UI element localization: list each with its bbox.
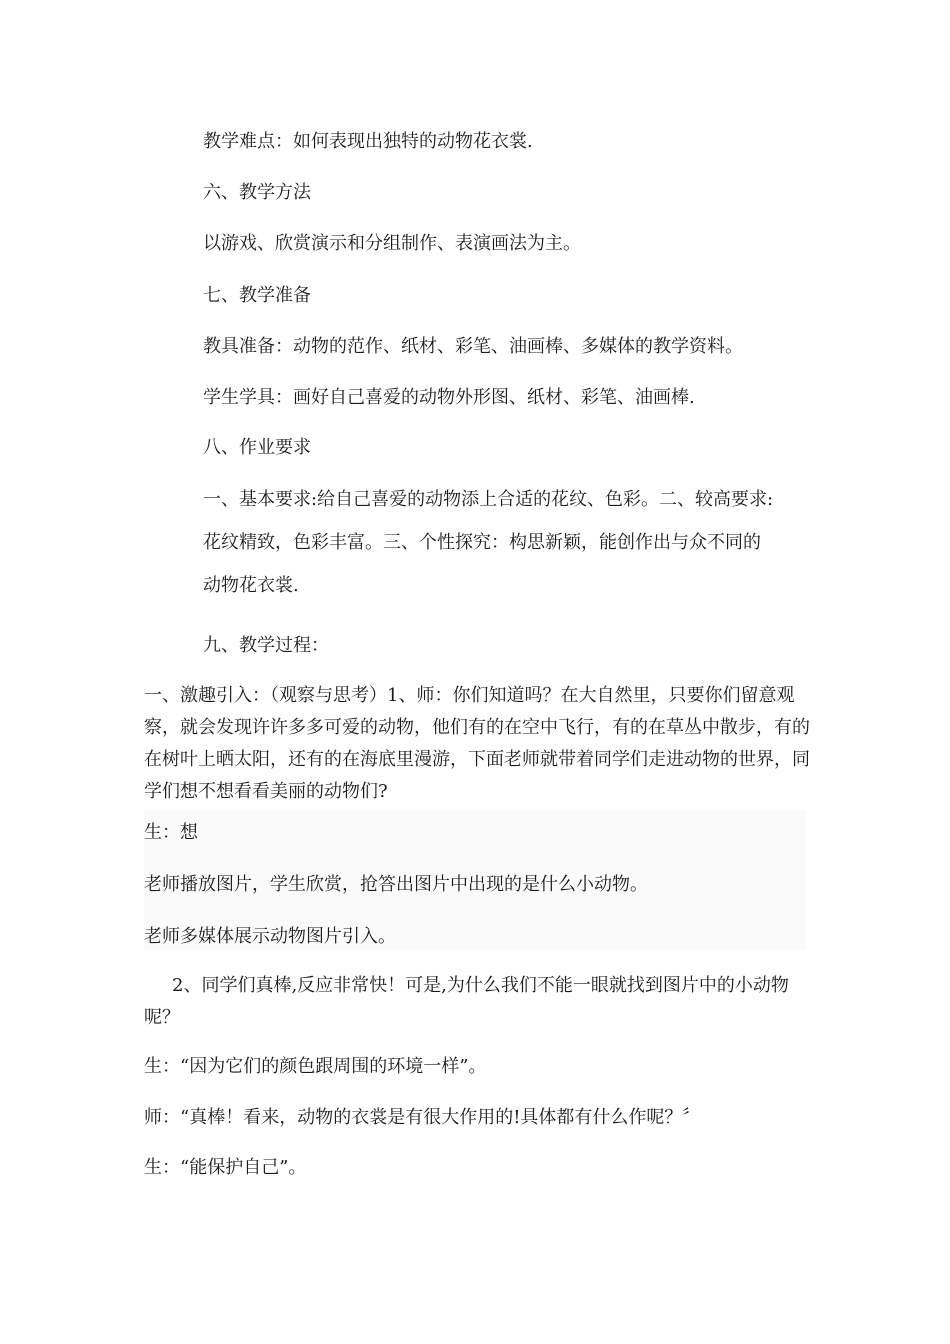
section-seven-heading: 七、教学准备 [203, 285, 311, 306]
section-eight-heading: 八、作业要求 [203, 437, 311, 458]
student-answer-1: 生：想 [144, 822, 198, 843]
student-materials-text: 学生学具：画好自己喜爱的动物外形图、纸材、彩笔、油画棒. [203, 387, 695, 408]
teacher-note-1: 老师播放图片，学生欣赏，抢答出图片中出现的是什么小动物。 [144, 874, 648, 895]
teaching-aids-text: 教具准备：动物的范作、纸材、彩笔、油画棒、多媒体的教学资料。 [203, 336, 743, 357]
section-nine-heading: 九、教学过程： [203, 635, 329, 656]
teacher-remark-3: 师：“真棒！看来，动物的衣裳是有很大作用的!具体都有什么作呢？〞 [144, 1107, 701, 1128]
teacher-note-2: 老师多媒体展示动物图片引入。 [144, 926, 396, 947]
intro-paragraph: 一、激趣引入：（观察与思考）1、师：你们知道吗？在大自然里，只要你们留意观察，就会发现许许多多可爱的动物，他们有的在空中飞行，有的在草丛中散步，有的在树叶上晒太阳，还有的在海底里漫游，下面老师就带着同学们走进动物的世界，同学们想不想看看美丽的动物们? [144, 685, 810, 802]
section-six-heading: 六、教学方法 [203, 182, 311, 203]
teaching-difficulty-text: 教学难点：如何表现出独特的动物花衣裳. [203, 131, 533, 152]
homework-requirements-line-2: 花纹精致，色彩丰富。三、个性探究：构思新颖，能创作出与众不同的 [203, 532, 761, 553]
teaching-method-text: 以游戏、欣赏演示和分组制作、表演画法为主。 [203, 233, 581, 254]
homework-requirements-line-3: 动物花衣裳. [203, 575, 299, 596]
student-answer-3: 生：“能保护自己”。 [144, 1157, 307, 1178]
homework-requirements-line-1: 一、基本要求:给自己喜爱的动物添上合适的花纹、色彩。二、较高要求: [203, 489, 774, 510]
question-two-paragraph: 2、同学们真棒,反应非常快！可是,为什么我们不能一眼就找到图片中的小动物呢？ [144, 975, 789, 1028]
student-answer-2: 生：“因为它们的颜色跟周围的环境一样”。 [144, 1056, 487, 1077]
